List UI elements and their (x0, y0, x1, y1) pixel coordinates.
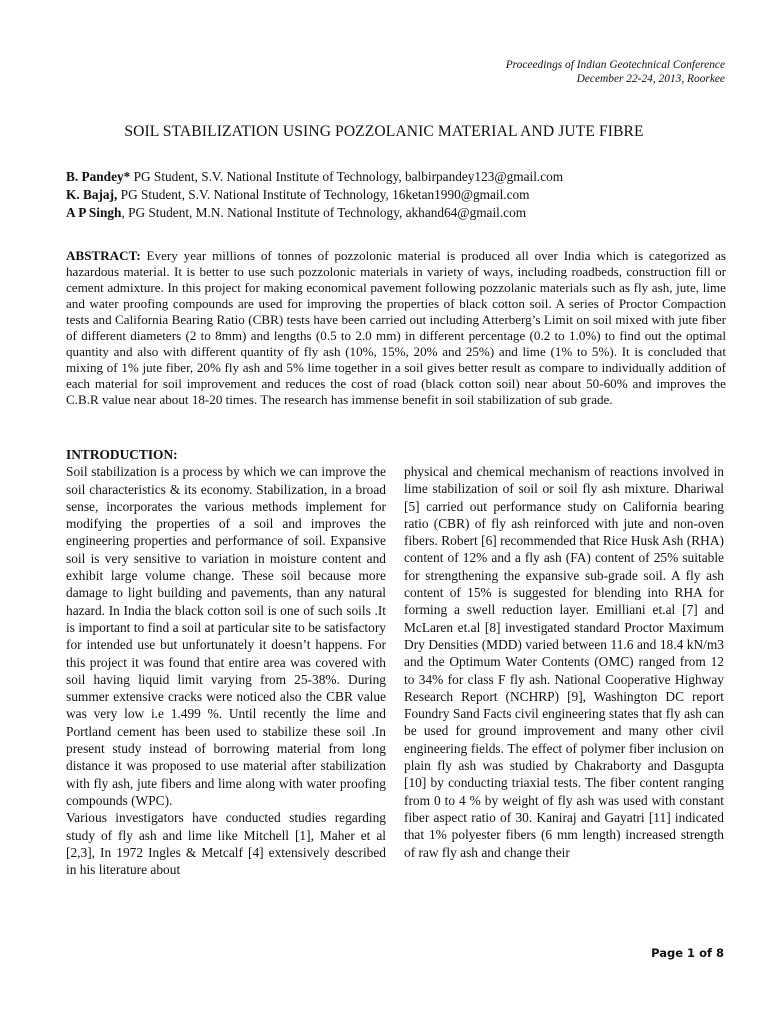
page-total: 8 (715, 946, 724, 960)
author-affiliation: PG Student, S.V. National Institute of Technology, 16ketan1990@gmail.com (117, 187, 530, 202)
abstract-text: Every year millions of tonnes of pozzolonic material is produced all over India which is categorized as hazardous material. It is better to use such pozzolonic materials in variety of ways, including roadbeds, construction fill or cement admixture. In this project for making economical pavement following pozzolanic materials such as fly ash, jute, lime and water proofing compounds are used for improving the properties of black cotton soil. A series of Proctor Compaction tests and California Bearing Ratio (CBR) tests have been carried out including Atterberg’s Limit on soil mixed with jute fiber of different diameters (2 to 8mm) and lengths (0.5 to 2.0 mm) in different percentage (0.2 to 1.0%) to find out the optimal quantity and also with different quantity of fly ash (10%, 15%, 20% and 25%) and lime (1% to 5%). It is concluded that mixing of 1% jute fiber, 20% fly ash and 5% lime together in a soil gives better result as compare to individually addition of each material for soil improvement and reduces the cost of road (black cotton soil) near about 50-60% and improves the C.B.R value near about 18-20 times. The research has immense benefit in soil stabilization of sub grade. (66, 248, 726, 407)
author-affiliation: PG Student, S.V. National Institute of Technology, balbirpandey123@gmail.com (130, 169, 564, 184)
right-column (404, 463, 724, 861)
conference-dates: December 22-24, 2013, Roorkee (576, 73, 725, 85)
left-column (66, 446, 386, 878)
conference-name: Proceedings of Indian Geotechnical Conference (505, 59, 725, 71)
author-name: K. Bajaj, (66, 187, 118, 202)
body-paragraph: physical and chemical mechanism of reactions involved in lime stabilization of soil or soil fly ash mixture. Dhariwal [5] carried out performance study on California bearing ratio (CBR) of fly ash reinforced with jute and non-oven fibers. Robert [6] recommended that Rice Husk Ash (RHA) content of 12% and a fly ash (FA) content of 25% suitable for strengthening the expansive sub-grade soil. A fly ash content of 15% is suggested for blending into RHA for forming a swell reduction layer. Emilliani et.al [7] and McLaren et.al [8] investigated standard Proctor Maximum Dry Densities (MDD) varied between 11.6 and 18.4 kN/m3 and the Optimum Water Contents (OMC) ranged from 12 to 34% for class F fly ash. National Cooperative Highway Research Report (NCHRP) [9], Washington DC report Foundry Sand Facts civil engineering states that fly ash can be used for ground improvement and many other civil engineering fields. The effect of polymer fiber inclusion on plain fly ash was studied by Chakraborty and Dasgupta [10] by conducting triaxial tests. The fiber content ranging from 0 to 4 % by weight of fly ash was used with constant fiber aspect ratio of 30. Kaniraj and Gayatri [11] indicated that 1% polyester fibers (6 mm length) increased strength of raw fly ash and change their (404, 464, 724, 860)
author-name: A P Singh (66, 205, 122, 220)
paper-title: SOIL STABILIZATION USING POZZOLANIC MATERIAL AND JUTE FIBRE (124, 123, 644, 140)
conference-header (506, 58, 725, 86)
author-name: B. Pandey* (66, 169, 131, 184)
section-heading-introduction: INTRODUCTION: (66, 447, 178, 462)
page-number (651, 946, 724, 960)
page-prefix: Page (651, 946, 688, 960)
page-current: 1 (687, 946, 696, 960)
body-paragraph: Various investigators have conducted studies regarding study of fly ash and lime like Mitchell [1], Maher et al [2,3], In 1972 Ingles & Metcalf [4] extensively described in his literature about (66, 810, 386, 878)
author-line (66, 168, 563, 186)
author-list (66, 168, 563, 222)
page-of: of (695, 946, 716, 960)
abstract-label: ABSTRACT: (66, 248, 141, 263)
author-affiliation: , PG Student, M.N. National Institute of Technology, akhand64@gmail.com (121, 205, 527, 220)
abstract (66, 248, 726, 408)
author-line (66, 204, 563, 222)
body-paragraph: Soil stabilization is a process by which we can improve the soil characteristics & its economy. Stabilization, in a broad sense, incorporates the various methods implement for modifying the properties of a soil and improves the engineering properties and performance of soil. Expansive soil is very sensitive to variation in moisture content and exhibit large volume change. These soil because more damage to light building and pavements, than any natural hazard. In India the black cotton soil is one of such soils .It is important to find a soil at particular site to be satisfactory for intended use but unfortunately it doesn’t happens. For this project it was found that entire area was covered with soil having liquid limit varying from 25-38%. During summer extensive cracks were noticed also the CBR value was very low i.e 1.499 %. Until recently the lime and Portland cement has been used to stabilize these soil .In present study instead of borrowing material from long distance it was proposed to use material after stabilization with fly ash, jute fibers and lime along with water proofing compounds (WPC). (66, 464, 386, 808)
author-line (66, 186, 563, 204)
